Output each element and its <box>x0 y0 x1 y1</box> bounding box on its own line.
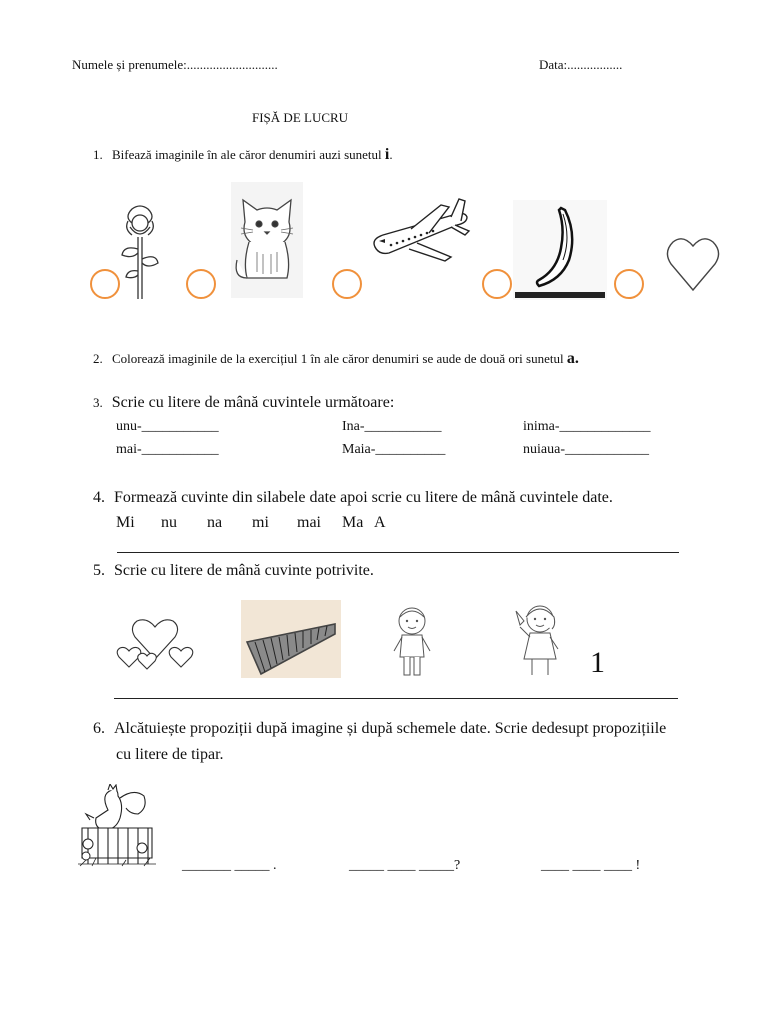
ex1-end: . <box>389 147 393 162</box>
ex6-scheme-3: ____ ____ ____ ! <box>541 858 641 873</box>
ex6-text-line2: cu litere de tipar. <box>116 746 224 763</box>
ex1-text: Bifează imaginile în ale căror denumiri auzi sunetul <box>112 147 382 162</box>
ex5-number: 5. <box>93 562 105 579</box>
syllable: mai <box>297 514 321 531</box>
ex2-sound: a. <box>566 350 579 367</box>
ex2-text: Colorează imaginile de la exercițiul 1 în ale căror denumiri se aude de două ori sunetul <box>112 351 564 366</box>
ex2-instruction <box>93 350 579 368</box>
ex5-text: Scrie cu litere de mână cuvinte potrivite. <box>114 562 374 579</box>
ex5-writing-line[interactable] <box>114 698 678 699</box>
syllable: na <box>207 514 223 531</box>
heart-icon <box>665 234 721 294</box>
ex4-text: Formează cuvinte din silabele date apoi scrie cu litere de mână cuvintele date. <box>114 489 613 506</box>
ex3-word-2: Ina-___________ <box>342 419 442 434</box>
ex5-instruction <box>93 562 374 580</box>
ex6-number: 6. <box>93 720 105 737</box>
ex6-text-line1: Alcătuiește propoziții după imagine și după schemele date. Scrie dedesupt propozițiile <box>114 720 667 737</box>
syllable: Mi <box>116 514 135 531</box>
airplane-icon <box>371 193 471 269</box>
ex6-instruction-line1 <box>93 720 666 738</box>
ex3-text: Scrie cu litere de mână cuvintele următoare: <box>111 394 395 411</box>
page-title: FIȘĂ DE LUCRU <box>252 110 349 125</box>
ex4-instruction <box>93 489 613 507</box>
ex4-number: 4. <box>93 489 105 506</box>
ex3-number: 3. <box>93 395 103 410</box>
ex3-word-3: inima-_____________ <box>523 419 651 434</box>
syllable: mi <box>252 514 269 531</box>
ex6-scheme-2: _____ ____ _____? <box>349 858 461 873</box>
checkbox-heart[interactable] <box>614 269 644 299</box>
ex1-sound: i <box>384 146 390 163</box>
checkbox-airplane[interactable] <box>332 269 362 299</box>
syllable: nu <box>161 514 177 531</box>
boy-icon <box>390 605 434 679</box>
ex3-word-1: unu-___________ <box>116 419 219 434</box>
ex6-scheme-1: _______ _____ . <box>182 858 277 873</box>
ex3-instruction <box>93 394 394 412</box>
ex4-writing-line[interactable] <box>117 552 679 553</box>
date-field-label: Data:................. <box>539 57 623 72</box>
hearts-icon <box>115 617 195 671</box>
checkbox-banana[interactable] <box>482 269 512 299</box>
syllable: A <box>374 514 386 531</box>
girl-icon <box>504 603 564 679</box>
page-number: 1 <box>590 646 605 679</box>
ex3-word-4: mai-___________ <box>116 442 219 457</box>
ex3-word-5: Maia-__________ <box>342 442 446 457</box>
ex4-syllables <box>116 514 386 532</box>
ex1-instruction <box>93 146 393 164</box>
checkbox-rose[interactable] <box>90 269 120 299</box>
ex1-number: 1. <box>93 147 103 162</box>
name-field-label: Numele și prenumele:............................ <box>72 57 278 72</box>
ex3-word-6: nuiaua-____________ <box>523 442 649 457</box>
rooster-fence-icon <box>78 784 156 868</box>
banana-icon <box>513 200 607 300</box>
pan-flute-icon <box>241 600 341 678</box>
ex2-number: 2. <box>93 351 103 366</box>
checkbox-cat[interactable] <box>186 269 216 299</box>
cat-icon <box>231 182 303 298</box>
syllable: Ma <box>342 514 364 531</box>
rose-icon <box>116 205 164 301</box>
